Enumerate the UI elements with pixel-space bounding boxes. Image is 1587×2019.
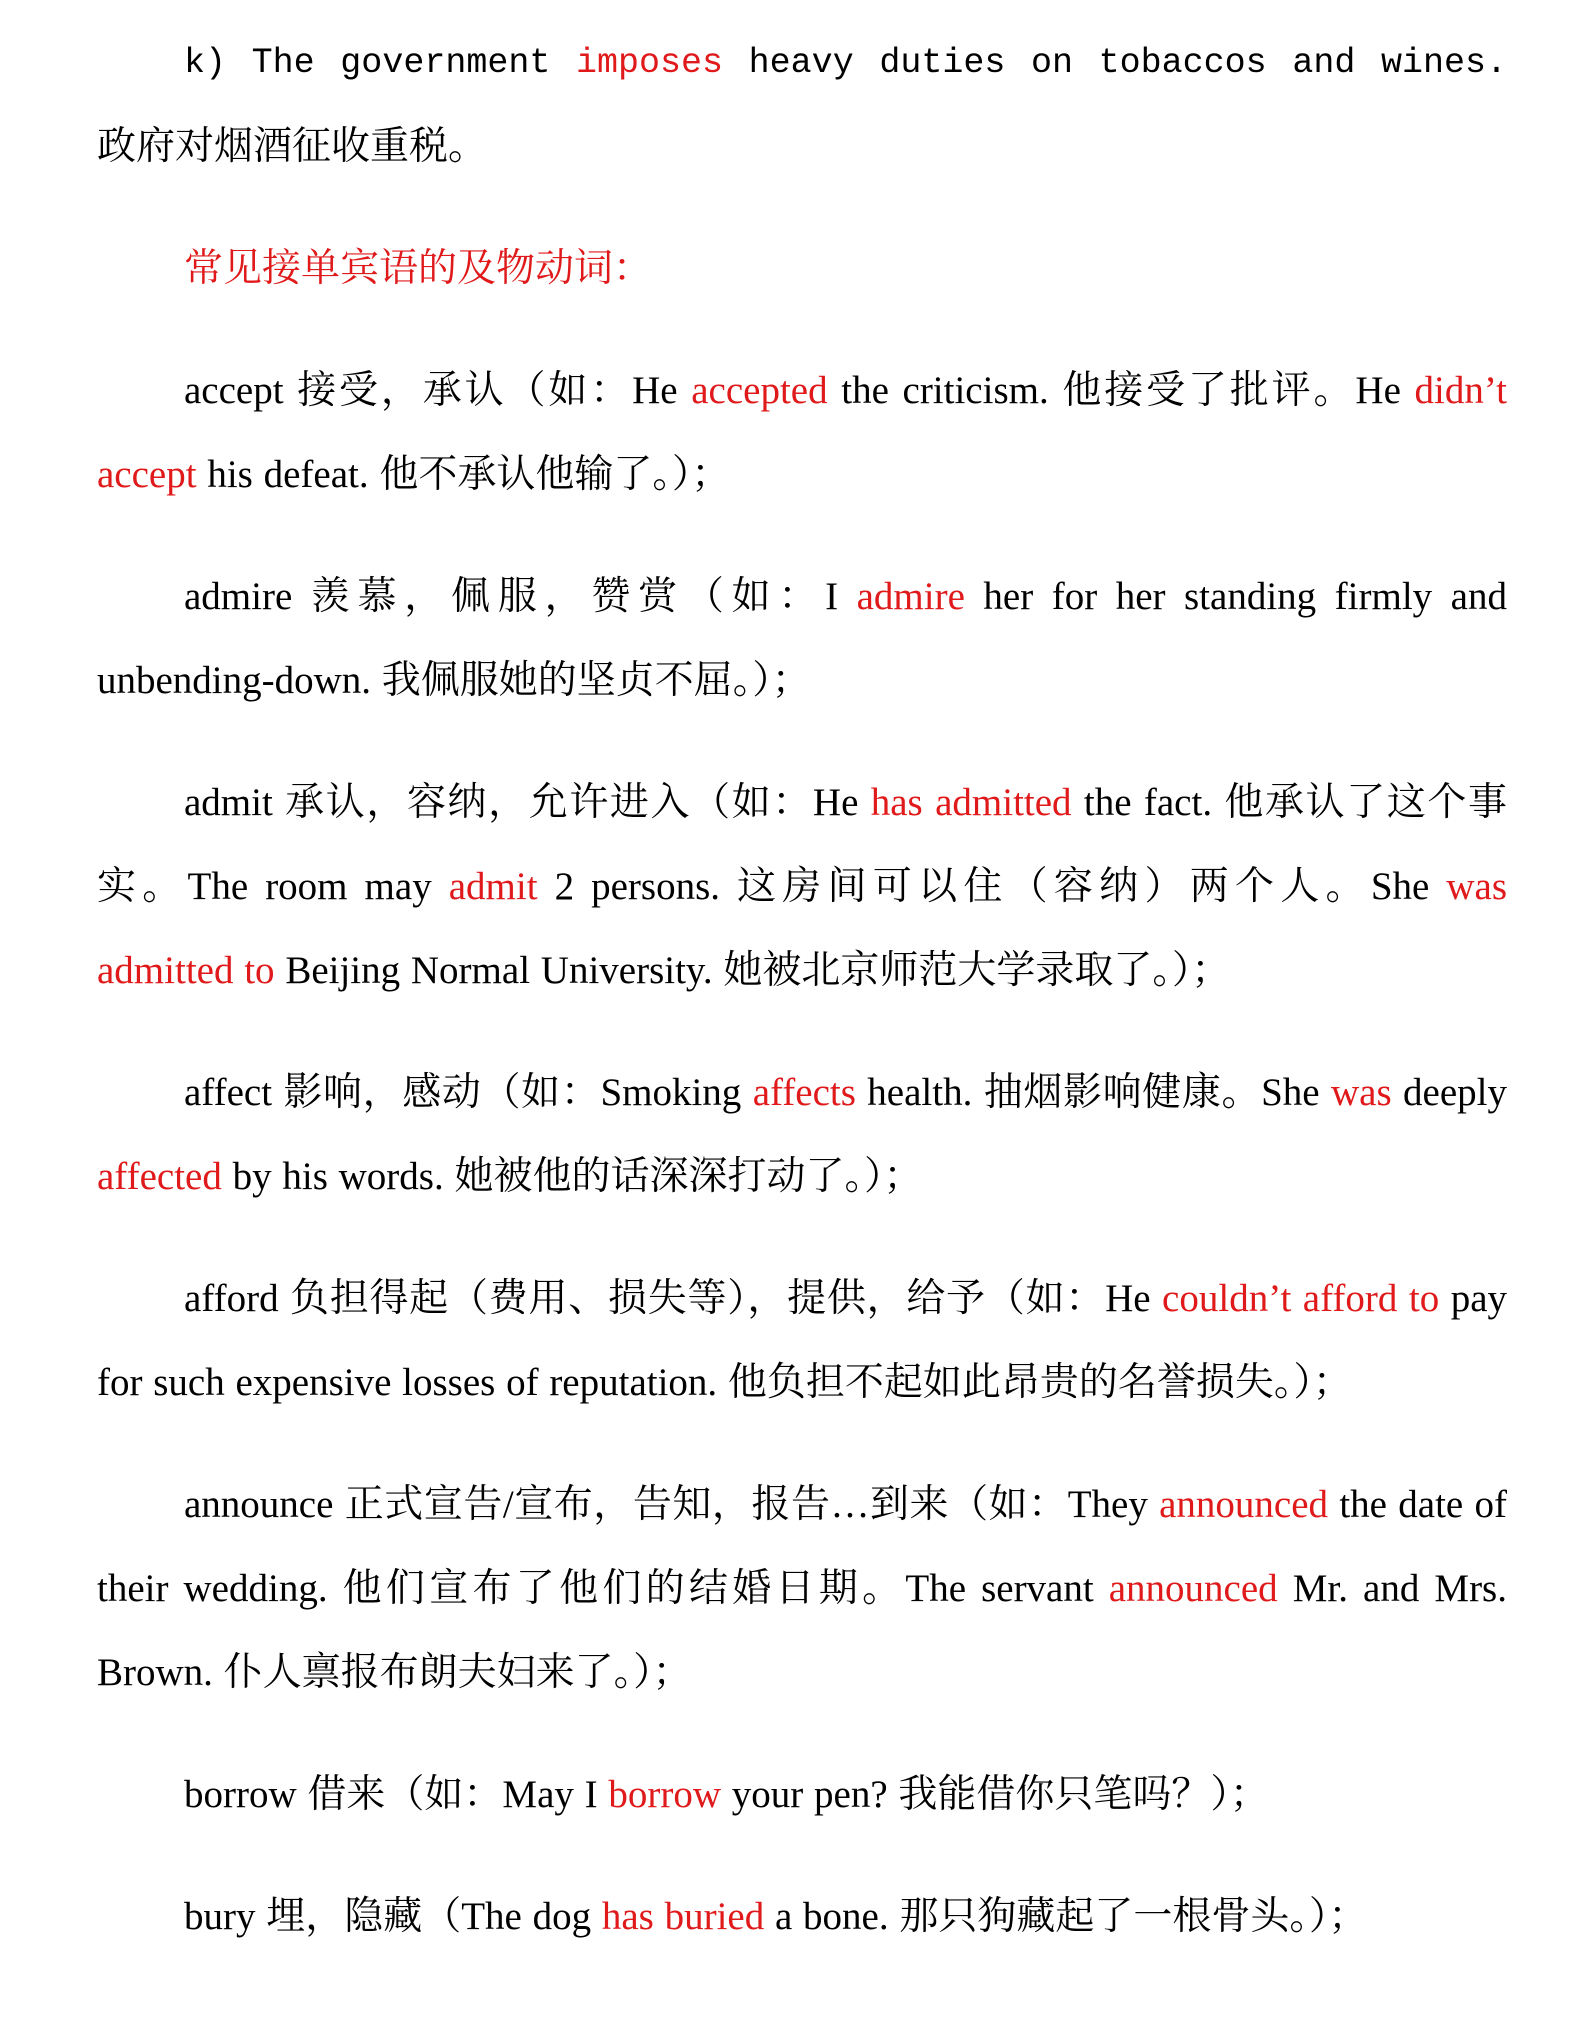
verb-entry — [97, 1257, 1507, 1425]
highlighted-text: was — [1331, 1071, 1392, 1114]
highlighted-text: announced — [1159, 1483, 1329, 1526]
entry-text: Mr. and Mrs. Brown. 仆人禀报布朗夫妇来了。）； — [97, 1567, 1507, 1694]
verb-entry — [97, 555, 1507, 723]
highlighted-text: affected — [97, 1155, 222, 1198]
intro-suffix-zh: 政府对烟酒征收重税。 — [97, 125, 488, 168]
entry-text: borrow 借来（如：May I — [184, 1773, 609, 1816]
verb-entry — [97, 1753, 1507, 1837]
entry-text: by his words. 她被他的话深深打动了。）； — [221, 1155, 923, 1198]
document-page — [97, 18, 1507, 1959]
intro-paragraph — [97, 18, 1507, 189]
verb-entry — [97, 1875, 1507, 1959]
entry-text: deeply — [1391, 1071, 1507, 1114]
highlighted-text: didn’t accept — [97, 369, 1507, 496]
entry-text: health. 抽烟影响健康。She — [855, 1071, 1331, 1114]
highlighted-text: was admitted to — [97, 865, 1507, 992]
entry-text: the date of their wedding. 他们宣布了他们的结婚日期。The servant — [97, 1483, 1508, 1610]
highlighted-text: has admitted — [870, 781, 1072, 824]
highlighted-text: announced — [1108, 1567, 1278, 1610]
highlighted-text: has buried — [601, 1895, 765, 1938]
entry-text: affect 影响，感动（如：Smoking — [184, 1071, 753, 1114]
highlighted-text: admire — [856, 575, 965, 618]
entry-text: his defeat. 他不承认他输了。）； — [196, 453, 731, 496]
entry-text: afford 负担得起（费用、损失等），提供，给予（如：He — [184, 1277, 1163, 1320]
entry-text: her for her standing firmly and unbending-down. 我佩服她的坚贞不屈。）； — [97, 575, 1507, 702]
verb-entry-list — [97, 349, 1507, 1959]
intro-prefix: k) The government — [184, 43, 576, 83]
entry-text: announce 正式宣告/宣布，告知，报告…到来（如：They — [184, 1483, 1160, 1526]
entry-text: 2 persons. 这房间可以住（容纳）两个人。She — [537, 865, 1447, 908]
highlighted-text: couldn’t afford to — [1162, 1277, 1440, 1320]
section-heading: 常见接单宾语的及物动词： — [184, 247, 653, 290]
intro-suffix-en: heavy duties on tobaccos and wines. — [723, 43, 1508, 83]
verb-entry — [97, 349, 1507, 517]
entry-text: the fact. 他承认了这个事实。The room may — [97, 781, 1508, 908]
entry-text: a bone. 那只狗藏起了一根骨头。）； — [764, 1895, 1368, 1938]
highlighted-text: accepted — [691, 369, 828, 412]
verb-entry — [97, 1463, 1507, 1715]
intro-highlight: imposes — [576, 43, 724, 83]
entry-text: the criticism. 他接受了批评。He — [827, 369, 1415, 412]
highlighted-text: admit — [448, 865, 538, 908]
highlighted-text: borrow — [608, 1773, 722, 1816]
entry-text: accept 接受，承认（如：He — [184, 369, 692, 412]
entry-text: pay for such expensive losses of reputation. 他负担不起如此昂贵的名誉损失。）； — [97, 1277, 1508, 1404]
entry-text: your pen? 我能借你只笔吗？）； — [721, 1773, 1269, 1816]
highlighted-text: affects — [752, 1071, 856, 1114]
entry-text: bury 埋，隐藏（The dog — [184, 1895, 602, 1938]
entry-text: Beijing Normal University. 她被北京师范大学录取了。）； — [274, 949, 1231, 992]
verb-entry — [97, 761, 1507, 1013]
entry-text: admire 羡慕，佩服，赞赏（如：I — [184, 575, 857, 618]
entry-text: admit 承认，容纳，允许进入（如：He — [184, 781, 871, 824]
verb-entry — [97, 1051, 1507, 1219]
